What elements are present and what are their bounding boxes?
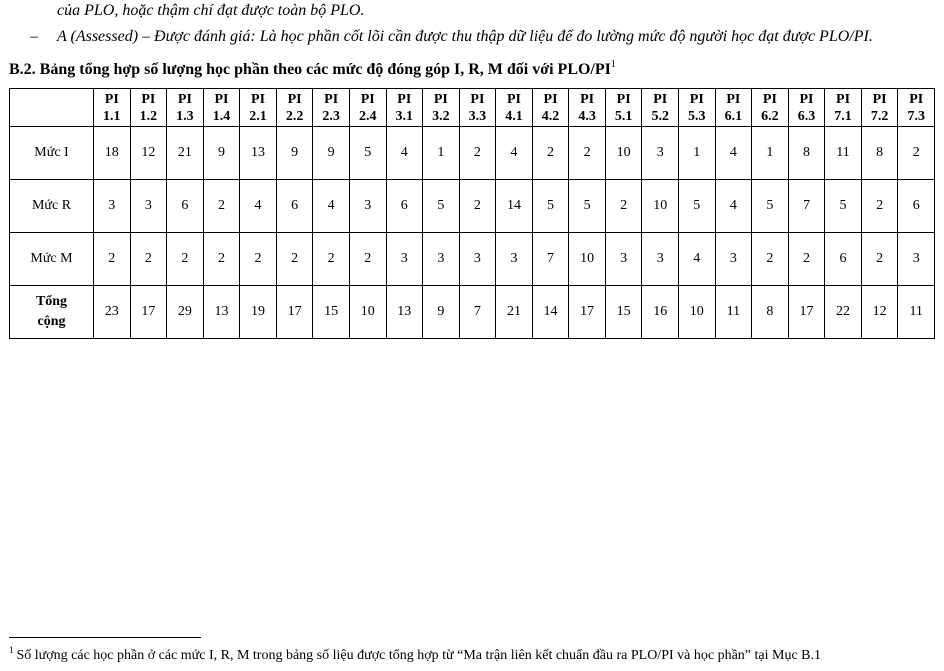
column-header-bottom: 3.1 [395,108,414,124]
column-header-bottom: 3.3 [468,108,487,124]
total-cell: 9 [423,286,460,339]
header-corner-cell [10,89,94,127]
table-cell: 2 [94,233,131,286]
table-cell: 2 [605,180,642,233]
total-cell: 17 [569,286,606,339]
column-header-top: PI [689,91,704,107]
table-cell: 2 [203,180,240,233]
table-cell: 5 [752,180,789,233]
column-header [130,89,167,127]
column-header [788,89,825,127]
total-label-line2: cộng [37,314,66,329]
table-cell: 3 [130,180,167,233]
total-cell: 11 [898,286,935,339]
table-cell: 2 [459,127,496,180]
column-header [349,89,386,127]
table-cell: 1 [679,127,716,180]
column-header-top: PI [141,91,156,107]
column-header-bottom: 2.1 [249,108,267,124]
table-cell: 3 [496,233,533,286]
total-cell: 19 [240,286,277,339]
table-cell: 10 [605,127,642,180]
table-cell: 5 [569,180,606,233]
row-label: Mức R [10,180,94,233]
table-cell: 3 [715,233,752,286]
table-cell: 9 [313,127,350,180]
column-header [94,89,131,127]
table-row-level-r [10,180,935,233]
column-header-top: PI [214,91,229,107]
footnote-divider [9,637,201,638]
column-header-bottom: 5.3 [688,108,706,124]
column-header-top: PI [872,91,887,107]
table-cell: 12 [130,127,167,180]
total-label [10,286,94,339]
column-header [386,89,423,127]
total-cell: 29 [167,286,204,339]
table-cell: 3 [386,233,423,286]
column-header-top: PI [580,91,595,107]
table-cell: 2 [569,127,606,180]
table-cell: 4 [715,127,752,180]
column-header-top: PI [360,91,375,107]
table-cell: 2 [349,233,386,286]
column-header-bottom: 5.2 [651,108,669,124]
footnote-text: Số lượng các học phần ở các mức I, R, M trong bảng số liệu được tổng hợp từ “Ma trận liên kết chuẩn đầu ra PLO/PI và học phần” tại Mục B.1 [16,648,821,663]
table-header-row [10,89,935,127]
column-header-top: PI [287,91,302,107]
table-cell: 3 [349,180,386,233]
table-cell: 5 [532,180,569,233]
column-header-top: PI [470,91,485,107]
bullet-text: A (Assessed) – Được đánh giá: Là học phần cốt lõi cần được thu thập dữ liệu để đo lường mức độ người học đạt được PLO/PI. [57,28,873,45]
total-cell: 22 [825,286,862,339]
table-cell: 2 [276,233,313,286]
column-header-top: PI [836,91,851,107]
table-cell: 4 [313,180,350,233]
column-header-top: PI [433,91,448,107]
column-header [167,89,204,127]
column-header [679,89,716,127]
column-header-bottom: 2.3 [322,108,340,124]
table-cell: 13 [240,127,277,180]
table-cell: 3 [642,127,679,180]
column-header [276,89,313,127]
total-cell: 23 [94,286,131,339]
column-header-top: PI [543,91,558,107]
table-cell: 8 [788,127,825,180]
total-cell: 10 [679,286,716,339]
table-cell: 6 [167,180,204,233]
table-cell: 9 [276,127,313,180]
table-cell: 3 [423,233,460,286]
column-header [423,89,460,127]
table-cell: 14 [496,180,533,233]
column-header-bottom: 3.2 [432,108,450,124]
column-header-bottom: 4.3 [578,108,596,124]
intro-line: của PLO, hoặc thậm chí đạt được toàn bộ PLO. [57,2,365,19]
total-cell: 17 [130,286,167,339]
column-header-bottom: 7.1 [834,108,852,124]
column-header [715,89,752,127]
total-cell: 11 [715,286,752,339]
heading-text: B.2. Bảng tổng hợp số lượng học phần theo các mức độ đóng góp I, R, M đối với PLO/PI [9,61,611,78]
table-cell: 2 [532,127,569,180]
footnote [9,645,821,664]
column-header-top: PI [177,91,192,107]
table-cell: 2 [898,127,935,180]
total-cell: 21 [496,286,533,339]
table-cell: 6 [276,180,313,233]
column-header [459,89,496,127]
column-header-bottom: 1.1 [103,108,121,124]
column-header [752,89,789,127]
column-header-bottom: 7.3 [907,108,925,124]
column-header-top: PI [251,91,266,107]
column-header [898,89,935,127]
table-cell: 3 [459,233,496,286]
column-header-bottom: 6.3 [797,108,816,124]
table-cell: 5 [825,180,862,233]
table-cell: 2 [752,233,789,286]
table-cell: 6 [825,233,862,286]
column-header-bottom: 1.3 [176,108,194,124]
bullet-item-assessed [30,28,873,46]
column-header [240,89,277,127]
table-cell: 1 [752,127,789,180]
column-header-bottom: 6.1 [724,108,743,124]
table-cell: 2 [203,233,240,286]
total-cell: 7 [459,286,496,339]
column-header [605,89,642,127]
total-cell: 16 [642,286,679,339]
table-cell: 1 [423,127,460,180]
table-cell: 3 [94,180,131,233]
table-cell: 3 [605,233,642,286]
row-label: Mức I [10,127,94,180]
total-cell: 8 [752,286,789,339]
column-header-top: PI [324,91,339,107]
column-header-top: PI [616,91,631,107]
table-cell: 10 [642,180,679,233]
table-cell: 4 [496,127,533,180]
total-cell: 10 [349,286,386,339]
table-cell: 3 [898,233,935,286]
column-header [532,89,569,127]
column-header-bottom: 4.2 [541,108,560,124]
column-header-top: PI [726,91,741,107]
column-header-bottom: 5.1 [614,108,633,124]
table-cell: 4 [240,180,277,233]
column-header [313,89,350,127]
bullet-dash: – [30,28,38,45]
table-cell: 2 [240,233,277,286]
table-row-level-i [10,127,935,180]
section-heading [9,61,616,79]
table-row-level-m [10,233,935,286]
total-cell: 17 [788,286,825,339]
table-cell: 7 [788,180,825,233]
column-header-bottom: 6.2 [761,108,779,124]
footnote-mark: 1 [9,645,14,655]
table-cell: 10 [569,233,606,286]
table-cell: 3 [642,233,679,286]
table-cell: 5 [349,127,386,180]
table-cell: 9 [203,127,240,180]
column-header [642,89,679,127]
column-header-bottom: 1.2 [139,108,158,124]
total-cell: 15 [605,286,642,339]
total-cell: 13 [203,286,240,339]
column-header-bottom: 7.2 [870,108,889,124]
column-header-bottom: 2.4 [358,108,377,124]
column-header-bottom: 2.2 [285,108,304,124]
table-cell: 5 [423,180,460,233]
table-cell: 2 [788,233,825,286]
column-header-top: PI [909,91,924,107]
row-label: Mức M [10,233,94,286]
column-header-top: PI [653,91,668,107]
heading-footnote-mark: 1 [610,59,616,70]
table-cell: 2 [167,233,204,286]
table-cell: 2 [861,180,898,233]
table-cell: 4 [386,127,423,180]
total-label-line1: Tổng [35,294,68,309]
column-header [203,89,240,127]
table-cell: 4 [715,180,752,233]
column-header-bottom: 1.4 [212,108,231,124]
total-cell: 13 [386,286,423,339]
column-header [569,89,606,127]
total-cell: 17 [276,286,313,339]
summary-table [9,88,935,339]
table-cell: 6 [386,180,423,233]
column-header-top: PI [799,91,814,107]
table-cell: 4 [679,233,716,286]
column-header [825,89,862,127]
column-header-bottom: 4.1 [505,108,523,124]
table-cell: 5 [679,180,716,233]
column-header [496,89,533,127]
table-cell: 21 [167,127,204,180]
column-header-top: PI [104,91,119,107]
column-header-top: PI [762,91,777,107]
table-cell: 18 [94,127,131,180]
table-cell: 2 [459,180,496,233]
column-header-top: PI [397,91,412,107]
table-cell: 7 [532,233,569,286]
total-cell: 15 [313,286,350,339]
table-cell: 6 [898,180,935,233]
table-cell: 2 [861,233,898,286]
total-cell: 14 [532,286,569,339]
total-cell: 12 [861,286,898,339]
table-cell: 2 [313,233,350,286]
column-header [861,89,898,127]
table-cell: 2 [130,233,167,286]
column-header-top: PI [506,91,521,107]
table-cell: 11 [825,127,862,180]
table-cell: 8 [861,127,898,180]
table-row-total [10,286,935,339]
